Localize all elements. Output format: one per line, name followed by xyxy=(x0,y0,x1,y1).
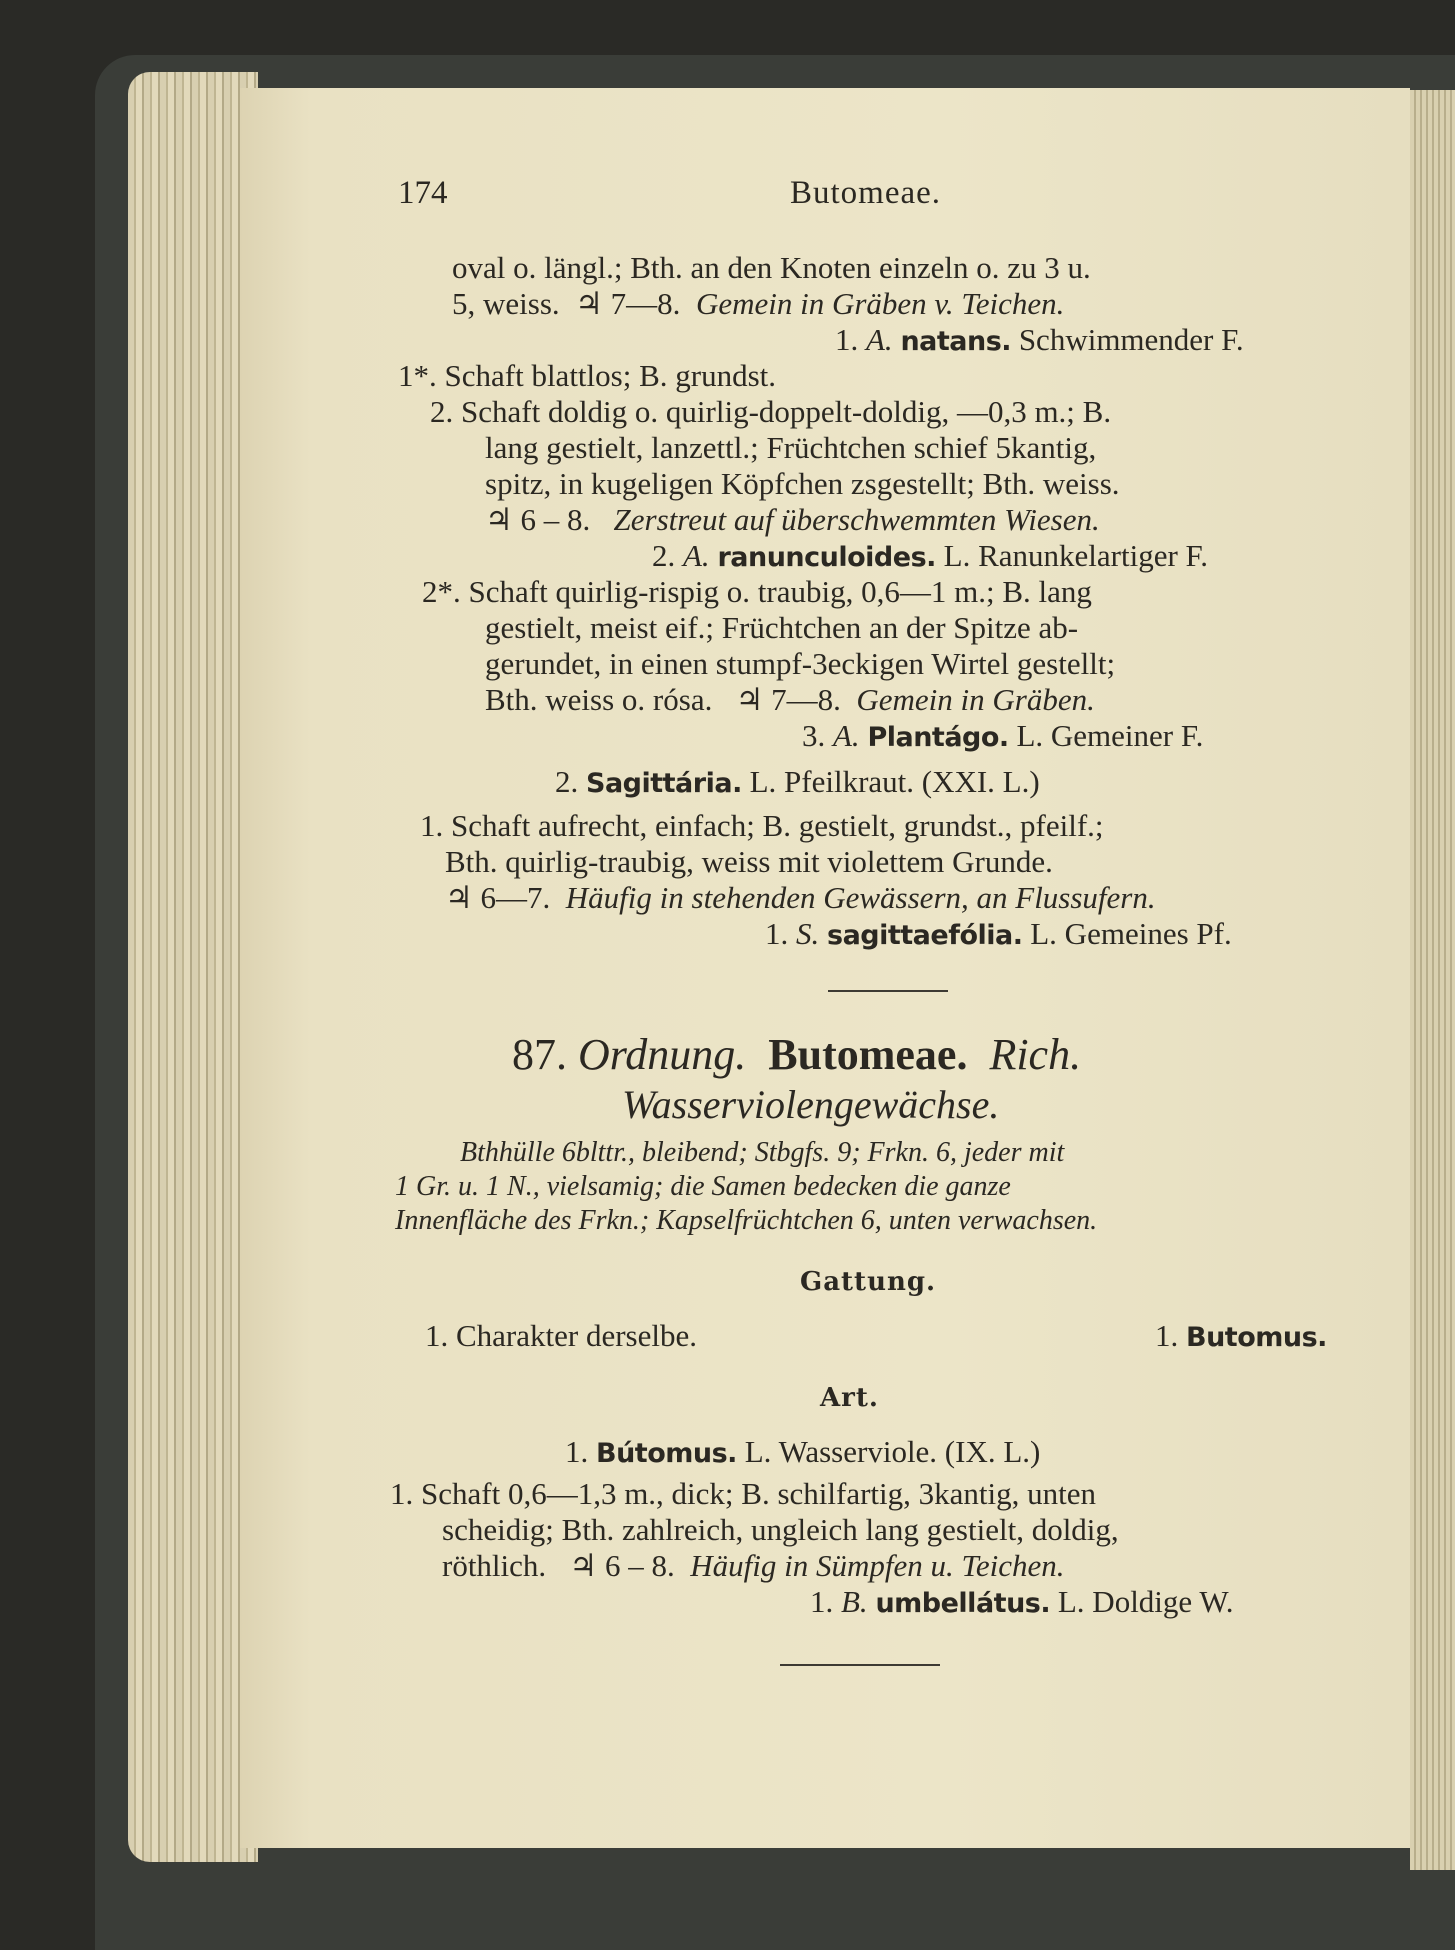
species-line-plantago: 3. A. Plantágo. L. Gemeiner F. xyxy=(802,718,1204,753)
text-line: Bth. quirlig-traubig, weiss mit violettem Grunde. xyxy=(445,844,1053,879)
species-line-sagittaefolia: 1. S. sagittaefólia. L. Gemeines Pf. xyxy=(765,916,1232,951)
genus-line-sagittaria: 2. Sagittária. L. Pfeilkraut. (XXI. L.) xyxy=(555,764,1040,799)
text-line: 5, weiss. ♃ 7—8. Gemein in Gräben v. Teichen. xyxy=(452,286,1065,321)
order-heading: 87. Ordnung. Butomeae. Rich. xyxy=(512,1030,1082,1079)
species-line-natans: 1. A. natans. Schwimmender F. xyxy=(835,322,1244,357)
text-line: oval o. längl.; Bth. an den Knoten einzeln o. zu 3 u. xyxy=(452,250,1091,285)
text-line: spitz, in kugeligen Köpfchen zsgestellt; Bth. weiss. xyxy=(485,466,1120,501)
text-line: 1. Schaft aufrecht, einfach; B. gestielt, grundst., pfeilf.; xyxy=(420,808,1104,843)
text-line: 1*. Schaft blattlos; B. grundst. xyxy=(398,358,777,393)
species-line-umbellatus: 1. B. umbellátus. L. Doldige W. xyxy=(810,1584,1234,1619)
text-line: röthlich. ♃ 6 – 8. Häufig in Sümpfen u. Teichen. xyxy=(442,1548,1065,1583)
species-line-ranunculoides: 2. A. ranunculoides. L. Ranunkelartiger F. xyxy=(652,538,1209,573)
order-description: 1 Gr. u. 1 N., vielsamig; die Samen bedecken die ganze xyxy=(395,1171,1011,1202)
genus-heading: Gattung. xyxy=(800,1267,937,1297)
order-common-name: Wasserviolengewächse. xyxy=(622,1082,1000,1127)
section-divider xyxy=(828,990,948,992)
section-divider xyxy=(780,1664,940,1666)
species-heading: Art. xyxy=(820,1383,879,1413)
text-line: 2*. Schaft quirlig-rispig o. traubig, 0,6—1 m.; B. lang xyxy=(422,574,1092,609)
text-line: 2. Schaft doldig o. quirlig-doppelt-doldig, —0,3 m.; B. xyxy=(430,394,1112,429)
page-edges xyxy=(128,72,258,1862)
text-line: gestielt, meist eif.; Früchtchen an der Spitze ab- xyxy=(485,610,1079,645)
text-line: lang gestielt, lanzettl.; Früchtchen schief 5kantig, xyxy=(485,430,1097,465)
text-line: gerundet, in einen stumpf-3eckigen Wirtel gestellt; xyxy=(485,646,1116,681)
text-line: ♃ 6 – 8. Zerstreut auf überschwemmten Wiesen. xyxy=(485,502,1100,537)
species-title-butomus: 1. Bútomus. L. Wasserviole. (IX. L.) xyxy=(565,1434,1041,1469)
genus-key-text: 1. Charakter derselbe. xyxy=(425,1318,697,1353)
facing-page-edge xyxy=(1410,90,1455,1870)
text-line: ♃ 6—7. Häufig in stehenden Gewässern, an Flussufern. xyxy=(445,880,1156,915)
text-line: scheidig; Bth. zahlreich, ungleich lang gestielt, doldig, xyxy=(442,1512,1119,1547)
order-description: Bthhülle 6blttr., bleibend; Stbgfs. 9; Frkn. 6, jeder mit xyxy=(460,1137,1065,1168)
text-line: 1. Schaft 0,6—1,3 m., dick; B. schilfartig, 3kantig, unten xyxy=(390,1476,1097,1511)
genus-key-result: 1. Butomus. xyxy=(1155,1318,1327,1353)
running-title: Butomeae. xyxy=(790,175,942,211)
page-number: 174 xyxy=(398,175,448,211)
text-line: Bth. weiss o. rósa. ♃ 7—8. Gemein in Gräben. xyxy=(485,682,1095,717)
order-description: Innenfläche des Frkn.; Kapselfrüchtchen 6, unten verwachsen. xyxy=(395,1205,1098,1236)
